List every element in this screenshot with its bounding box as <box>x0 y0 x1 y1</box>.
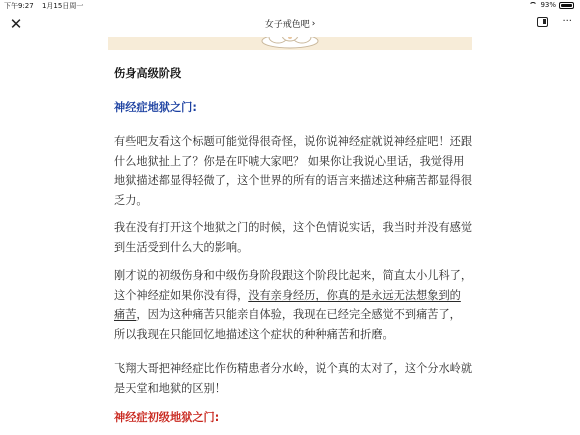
nav-bar <box>0 11 580 37</box>
close-icon[interactable]: ✕ <box>9 15 23 33</box>
article-banner-image <box>108 37 472 50</box>
paragraph-3-part-c: ，因为这种痛苦只能亲自体验，我现在已经完全感觉不到痛苦了，所以我现在只能回忆地描述这个症状的种种痛苦和折磨。 <box>114 308 461 341</box>
status-right <box>529 1 574 9</box>
nav-actions <box>537 17 572 27</box>
status-time: 下午9:27 <box>4 2 34 10</box>
chevron-right-icon: › <box>311 18 316 29</box>
paragraph-2: 我在没有打开这个地狱之门的时候，这个色情说实话，我当时并没有感觉到生活受到什么大的影响。 <box>114 221 473 254</box>
paragraph-3 <box>114 266 472 344</box>
nav-title-link[interactable] <box>265 17 316 30</box>
article-heading: 伤身高级阶段 <box>114 67 182 80</box>
flower-decoration-icon <box>258 37 322 49</box>
paragraph-3-underlined: 没有亲身经历，你真的是永远无法想象到的痛苦 <box>114 288 461 321</box>
nav-title <box>0 17 580 30</box>
reader-mode-icon[interactable] <box>537 17 548 27</box>
paragraph-3-part-a: 刚才说的初级伤身和中级伤身阶段跟这个阶段比起来，简直太小儿科了，这个神经症如果你没有得， <box>114 269 473 302</box>
section-heading-red: 神经症初级地狱之门: <box>114 411 220 424</box>
nav-title-text: 女子戒色吧 <box>264 20 310 30</box>
section-heading-blue: 神经症地狱之门: <box>114 101 197 114</box>
battery-icon <box>559 2 574 9</box>
status-left <box>4 1 89 11</box>
wifi-icon <box>529 2 537 8</box>
paragraph-4: 飞翔大哥把神经症比作伤精患者分水岭，说个真的太对了，这个分水岭就是天堂和地狱的区别！ <box>114 362 473 395</box>
status-bar <box>0 0 580 11</box>
paragraph-1: 有些吧友看这个标题可能觉得很奇怪，说你说神经症就说神经症吧！还跟什么地狱扯上了？你是在吓唬大家吧？ 如果你让我说心里话，我觉得用地狱描述都显得轻微了，这个世界的所有的语言来描述这种痛苦都显得很乏力。 <box>114 135 473 207</box>
battery-percent: 93% <box>540 1 556 9</box>
more-icon[interactable]: ··· <box>562 16 572 27</box>
status-date: 1月15日周一 <box>41 2 84 10</box>
